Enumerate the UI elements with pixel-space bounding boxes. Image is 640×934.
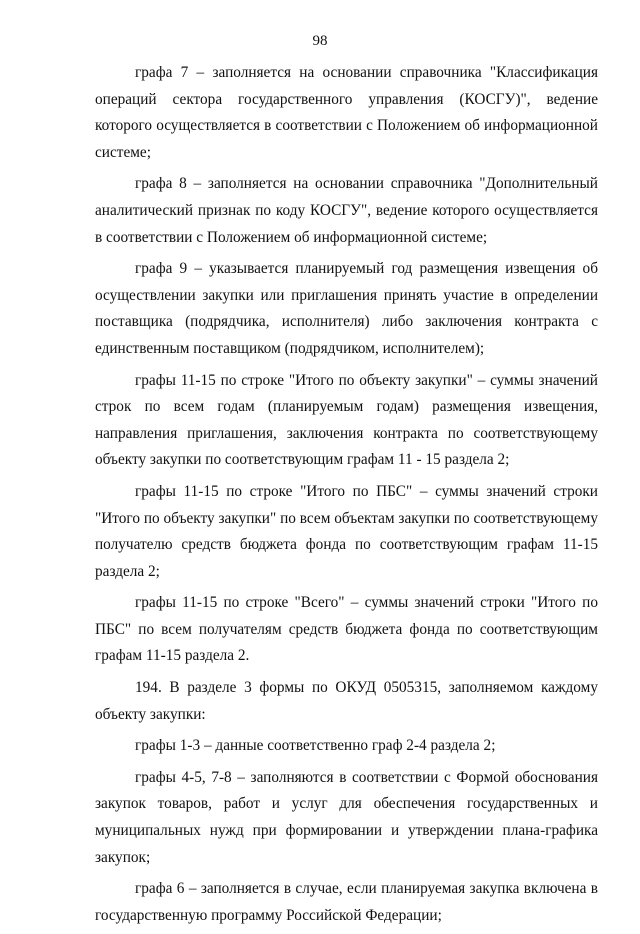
paragraph-grafa-6: графа 6 – заполняется в случае, если планируемая закупка включена в государственную программу Российской Федерации; bbox=[95, 880, 598, 924]
page-number: 98 bbox=[312, 33, 328, 49]
paragraph-grafa-8: графа 8 – заполняется на основании справочника "Дополнительный аналитический признак по коду КОСГУ", ведение которого осуществляется в соответствии с Положением об информационной системе; bbox=[95, 175, 598, 246]
paragraph-itogo-po-obektu: графы 11-15 по строке "Итого по объекту закупки" – суммы значений строк по всем годам (планируемым годам) размещения извещения, направления приглашения, заключения контракта по соответствующему объекту закупки по соответствующим графам 11 - 15 раздела 2; bbox=[95, 371, 598, 469]
paragraph-grafy-1-3: графы 1-3 – данные соответственно граф 2-4 раздела 2; bbox=[135, 737, 496, 755]
paragraph-grafa-7: графа 7 – заполняется на основании справочника "Классификация операций сектора государственного управления (КОСГУ)", ведение которого осуществляется в соответствии с Положением об информационной системе; bbox=[95, 64, 598, 161]
paragraph-item-194: 194. В разделе 3 формы по ОКУД 0505315, заполняемом каждому объекту закупки: bbox=[95, 679, 598, 723]
paragraph-grafy-4-5-7-8: графы 4-5, 7-8 – заполняются в соответствии с Формой обоснования закупок товаров, работ и услуг для обеспечения государственных и муниципальных нужд при формировании и утверждении плана-графика закупок; bbox=[95, 768, 598, 866]
paragraph-vsego: графы 11-15 по строке "Всего" – суммы значений строки "Итого по ПБС" по всем получателям средств бюджета фонда по соответствующим графам 11-15 раздела 2. bbox=[95, 594, 598, 665]
paragraph-grafa-9: графа 9 – указывается планируемый год размещения извещения об осуществлении закупки или приглашения принять участие в определении поставщика (подрядчика, исполнителя) либо заключения контракта с единственным поставщиком (подрядчиком, исполнителем); bbox=[95, 260, 598, 357]
document-body bbox=[95, 60, 598, 934]
paragraph-itogo-po-pbs: графы 11-15 по строке "Итого по ПБС" – суммы значений строки "Итого по объекту закупки" по всем объектам закупки по соответствующему получателю средств бюджета фонда по соответствующим графам 11-15 раздела 2; bbox=[95, 482, 598, 580]
